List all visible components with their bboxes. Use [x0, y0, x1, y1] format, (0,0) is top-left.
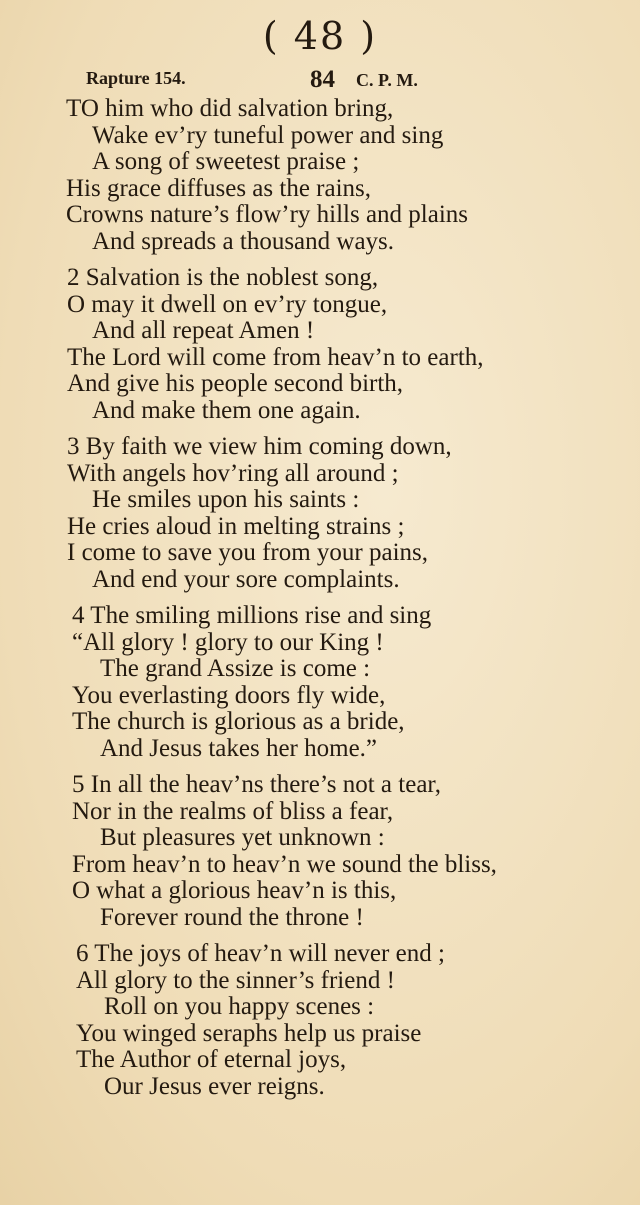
hymn-header [0, 66, 640, 96]
verse-line: All glory to the sinner’s friend ! [76, 966, 395, 994]
verse-line: From heav’n to heav’n we sound the bliss, [72, 850, 497, 878]
verse-line: But pleasures yet unknown : [100, 824, 385, 851]
verse-line: His grace diffuses as the rains, [66, 174, 372, 202]
verse-line: Crowns nature’s flow’ry hills and plains [66, 201, 469, 228]
verse-line: 5 In all the heav’ns there’s not a tear, [72, 771, 441, 798]
hymn-text [0, 96, 640, 1100]
verse-line: And make them one again. [92, 396, 361, 424]
verse-line: A song of sweetest praise ; [92, 148, 360, 175]
hymn-number: 84 [310, 66, 335, 93]
verse-line: Our Jesus ever reigns. [104, 1072, 325, 1100]
verse-line: I come to save you from your pains, [67, 539, 429, 566]
verse-line: The church is glorious as a bride, [72, 708, 405, 735]
verse-line: You winged seraphs help us praise [76, 1019, 422, 1047]
verse-line: TO him who did salvation bring, [66, 95, 394, 122]
verse-line: You everlasting doors fly wide, [72, 681, 386, 709]
verse-line: Roll on you happy scenes : [104, 993, 375, 1020]
stanza-2 [0, 265, 640, 424]
verse-line: And all repeat Amen ! [92, 317, 315, 344]
verse-line: 3 By faith we view him coming down, [67, 433, 452, 460]
stanza-1 [0, 96, 640, 255]
meter: C. P. M. [356, 70, 418, 90]
verse-line: O may it dwell on ev’ry tongue, [67, 290, 388, 318]
verse-line: 6 The joys of heav’n will never end ; [76, 940, 445, 967]
verse-line: The Author of eternal joys, [76, 1046, 347, 1073]
verse-line: He cries aloud in melting strains ; [67, 512, 405, 540]
verse-line: With angels hov’ring all around ; [67, 459, 399, 487]
verse-line: And Jesus takes her home.” [100, 734, 378, 762]
verse-line: 2 Salvation is the noblest song, [67, 264, 379, 291]
stanza-4 [0, 603, 640, 762]
verse-line: O what a glorious heav’n is this, [72, 877, 397, 904]
verse-line: And spreads a thousand ways. [92, 227, 395, 255]
verse-line: Wake ev’ry tuneful power and sing [92, 121, 444, 149]
verse-line: He smiles upon his saints : [92, 486, 360, 513]
verse-line: Forever round the throne ! [100, 903, 364, 931]
verse-line: 4 The smiling millions rise and sing [72, 602, 432, 629]
tune-reference: Rapture 154. [86, 68, 186, 88]
verse-line: The grand Assize is come : [100, 655, 371, 682]
verse-line: “All glory ! glory to our King ! [72, 628, 384, 656]
verse-line: Nor in the realms of bliss a fear, [72, 797, 394, 825]
verse-line: And end your sore complaints. [92, 565, 400, 593]
stanza-5 [0, 772, 640, 931]
verse-line: The Lord will come from heav’n to earth, [67, 343, 484, 371]
stanza-3 [0, 434, 640, 593]
stanza-6 [0, 941, 640, 1100]
verse-line: And give his people second birth, [67, 370, 404, 397]
page-number: ( 48 ) [262, 14, 378, 58]
